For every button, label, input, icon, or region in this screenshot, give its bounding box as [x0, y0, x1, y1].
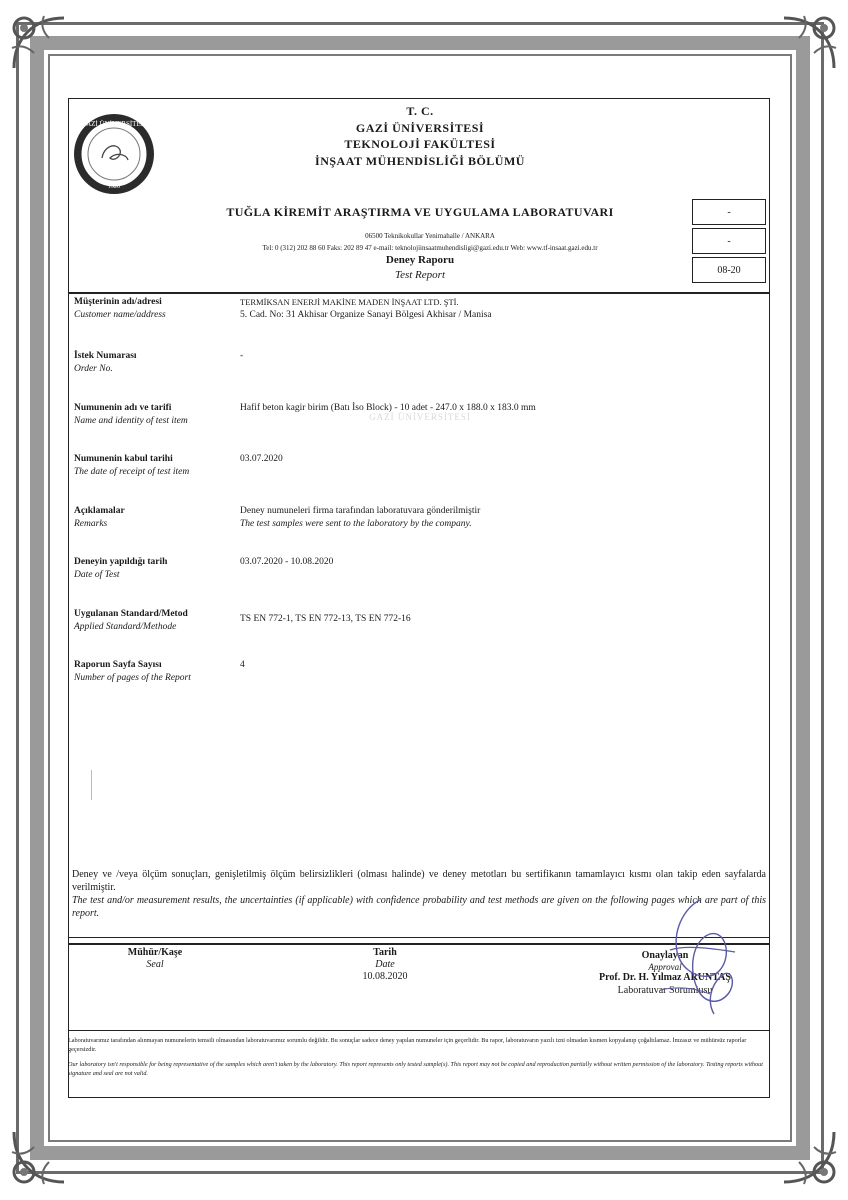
lab-name: TUĞLA KİREMİT ARAŞTIRMA VE UYGULAMA LABORATUVARI: [226, 205, 614, 219]
field-remarks-value-en: The test samples were sent to the laboratory by the company.: [240, 519, 472, 529]
watermark: GAZİ ÜNİVERSİTESİ: [369, 412, 471, 422]
field-testdate-value: 03.07.2020 - 10.08.2020: [240, 557, 334, 567]
field-customer-label: Müşterinin adı/adresi: [74, 297, 162, 307]
field-customer-address: 5. Cad. No: 31 Akhisar Organize Sanayi Bölgesi Akhisar / Manisa: [240, 310, 492, 320]
approver-role: Laboratuvar Sorumlusu: [617, 985, 713, 996]
field-testdate-sublabel: Date of Test: [74, 570, 120, 580]
field-receipt-value: 03.07.2020: [240, 454, 283, 464]
lab-contact: Tel: 0 (312) 202 88 60 Faks: 202 89 47 e-mail: teknolojiinsaatmuhendisligi@gazi.edu.tr Web: www.tf-insaat.gazi.edu.tr: [262, 244, 598, 252]
field-sample-sublabel: Name and identity of test item: [74, 416, 188, 426]
field-standard-sublabel: Applied Standard/Methode: [74, 622, 177, 632]
report-number-box: [692, 257, 766, 283]
corner-ornament-top-right: [774, 8, 844, 78]
logo-year: 1926: [108, 184, 120, 190]
header-faculty: TEKNOLOJİ FAKÜLTESİ: [344, 137, 496, 151]
report-box-1-value: -: [727, 206, 731, 218]
field-customer-value: TERMİKSAN ENERJİ MAKİNE MADEN İNŞAAT LTD. ŞTİ.: [240, 297, 459, 307]
field-pages-sublabel: Number of pages of the Report: [74, 673, 191, 683]
field-sample-value: Hafif beton kagir birim (Batı İso Block) - 10 adet - 247.0 x 188.0 x 183.0 mm: [240, 403, 536, 413]
scan-mark: [91, 770, 92, 800]
lab-address: 06500 Teknikokullar Yenimahalle / ANKARA: [365, 232, 495, 240]
logo-text: GAZİ ÜNİVERSİTESİ: [81, 120, 147, 128]
seal-label: Mühür/Kaşe: [127, 947, 183, 958]
handwritten-signature: [640, 890, 750, 1020]
field-standard-value: TS EN 772-1, TS EN 772-13, TS EN 772-16: [240, 614, 411, 624]
footer-disclaimer-tr: Laboratuvarımız tarafından alınmayan numunelerin temsili olmasından laboratuvarımız sorumlu değildir. Bu sonuçlar sadece deney yapılan numuneler için geçerlidir. Bu rapor, laboratuvarın yazılı izni olmadan kısmen kopyalanıp çoğaltılamaz. İmzasız ve mühürsüz raporlar geçersizdir.: [68, 1037, 747, 1053]
field-receipt-sublabel: The date of receipt of test item: [74, 467, 190, 477]
field-standard-label: Uygulanan Standard/Metod: [74, 609, 188, 619]
note-en: The test and/or measurement results, the uncertainties (if applicable) with confidence probability and test methods are given on the following pages which are part of this report.: [72, 895, 766, 919]
corner-ornament-top-left: [4, 8, 74, 78]
footer-divider: [68, 1030, 770, 1031]
note-tr: Deney ve /veya ölçüm sonuçları, genişletilmiş ölçüm belirsizlikleri (olması halinde) ve deney metotları bu sertifikanın tamamlayıcı kısmı olan takip eden sayfalarda verilmiştir.: [72, 869, 766, 893]
date-value: 10.08.2020: [362, 971, 408, 982]
date-label: Tarih: [373, 947, 397, 958]
approval-label: Onaylayan: [641, 950, 689, 961]
report-title: Deney Raporu: [385, 254, 455, 266]
field-receipt-label: Numunenin kabul tarihi: [74, 454, 173, 464]
header-university: GAZİ ÜNİVERSİTESİ: [355, 121, 485, 135]
field-order-sublabel: Order No.: [74, 364, 113, 374]
university-logo: [72, 112, 156, 196]
field-pages-label: Raporun Sayfa Sayısı: [74, 660, 162, 670]
report-box-2-value: -: [727, 235, 731, 247]
corner-ornament-bottom-right: [774, 1122, 844, 1192]
corner-ornament-bottom-left: [4, 1122, 74, 1192]
seal-sublabel: Seal: [146, 959, 164, 970]
field-customer-sublabel: Customer name/address: [74, 310, 166, 320]
report-subtitle: Test Report: [394, 269, 445, 281]
field-pages-value: 4: [240, 660, 245, 670]
field-testdate-label: Deneyin yapıldığı tarih: [74, 557, 168, 567]
field-remarks-value: Deney numuneleri firma tarafından laboratuvara gönderilmiştir: [240, 506, 481, 516]
header-divider: [68, 292, 770, 294]
date-sublabel: Date: [375, 959, 395, 970]
header-department: İNŞAAT MÜHENDİSLİĞİ BÖLÜMÜ: [315, 154, 525, 168]
field-order-label: İstek Numarası: [74, 351, 137, 361]
report-box-1: [692, 199, 766, 225]
field-remarks-label: Açıklamalar: [74, 506, 125, 516]
approver-name: Prof. Dr. H. Yılmaz ARUNTAŞ: [599, 972, 731, 983]
field-order-value: -: [240, 351, 244, 361]
approval-sublabel: Approval: [648, 962, 682, 972]
footer-disclaimer-en: Our laboratory isn't responsible for being representative of the samples which aren't taken by the laboratory. This report represents only tested sample(s). This report may not be copied and reproduction partially without written permission of the laboratory. Testing reports without signature and seal are not valid.: [68, 1061, 763, 1077]
field-sample-label: Numunenin adı ve tarifi: [74, 403, 172, 413]
header-country: T. C.: [406, 104, 434, 118]
report-box-2: [692, 228, 766, 254]
report-number: 08-20: [717, 264, 741, 276]
field-remarks-sublabel: Remarks: [74, 519, 108, 529]
